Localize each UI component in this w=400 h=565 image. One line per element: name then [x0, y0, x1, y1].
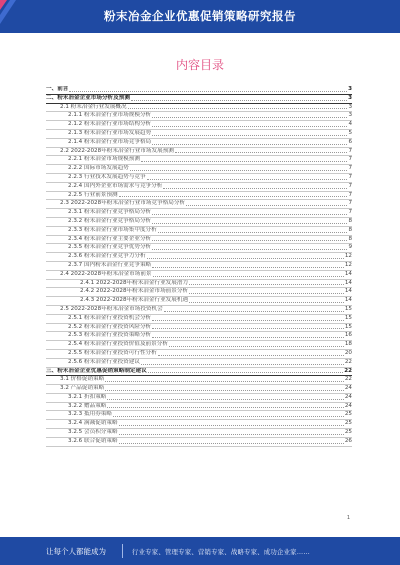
- toc-entry-page: 6: [348, 138, 352, 145]
- toc-entry-page: 7: [348, 165, 352, 172]
- toc-entry-page: 7: [348, 182, 352, 189]
- toc-entry[interactable]: [46, 227, 352, 236]
- toc-entry[interactable]: [46, 174, 352, 183]
- toc-leader-dots: [189, 302, 344, 303]
- toc-entry-title: 2.5.1 粉末冶金行业投资机会分析: [68, 314, 152, 321]
- toc-entry-title: 2.3.1 粉末冶金行业竞争格局分析: [68, 209, 152, 216]
- toc-entry-title: 2.4.2 2022-2028年粉末冶金市场前景分析: [80, 288, 189, 295]
- toc-leader-dots: [147, 179, 348, 180]
- toc-entry-page: 15: [344, 305, 352, 312]
- toc-entry-title: 2.3 2022-2028年粉末冶金行业市场竞争格局分析: [60, 200, 186, 207]
- toc-leader-dots: [152, 320, 344, 321]
- toc-entry[interactable]: [46, 139, 352, 148]
- toc-entry-page: 22: [344, 376, 352, 383]
- toc-entry-title: 2.5 2022-2028年粉末冶金市场投资机会: [60, 305, 163, 312]
- toc-leader-dots: [158, 232, 348, 233]
- toc-entry[interactable]: [46, 368, 352, 377]
- toc-leader-dots: [152, 126, 347, 127]
- toc-entry-title: 2.2.3 行业技术发展趋势与竞争: [68, 173, 146, 180]
- footer-bar: [0, 537, 400, 565]
- toc-leader-dots: [148, 372, 344, 373]
- toc-leader-dots: [152, 135, 347, 136]
- toc-entry-page: 8: [348, 235, 352, 242]
- toc-leader-dots: [186, 205, 347, 206]
- toc-entry[interactable]: [46, 121, 352, 130]
- toc-entry[interactable]: [46, 332, 352, 341]
- toc-entry[interactable]: [46, 376, 352, 385]
- toc-entry-title: 2.2.4 国内外企业市场需求与竞争分析: [68, 182, 163, 189]
- toc-entry[interactable]: [46, 385, 352, 394]
- toc-entry[interactable]: [46, 236, 352, 245]
- toc-entry[interactable]: [46, 420, 352, 429]
- toc-entry-page: 14: [344, 288, 352, 295]
- toc-entry-page: 12: [344, 261, 352, 268]
- toc-entry-title: 2.1.2 粉末冶金行业市场结构分析: [68, 121, 152, 128]
- toc-entry[interactable]: [46, 262, 352, 271]
- toc-entry-page: 25: [344, 411, 352, 418]
- table-of-contents: [46, 86, 352, 447]
- toc-entry-title: 3.2.4 满减促销策略: [68, 420, 118, 427]
- toc-entry-page: 7: [348, 191, 352, 198]
- toc-leader-dots: [141, 161, 347, 162]
- toc-leader-dots: [158, 355, 344, 356]
- toc-entry[interactable]: [46, 104, 352, 113]
- toc-leader-dots: [152, 223, 347, 224]
- toc-leader-dots: [163, 188, 347, 189]
- toc-entry-title: 二、粉末冶金企业市场分析及预测: [46, 94, 130, 101]
- toc-entry-page: 3: [348, 112, 352, 119]
- toc-entry-page: 5: [348, 129, 352, 136]
- toc-entry-title: 3.2.1 折扣策略: [68, 393, 107, 400]
- toc-entry-page: 26: [344, 437, 352, 444]
- toc-entry[interactable]: [46, 306, 352, 315]
- toc-leader-dots: [169, 346, 344, 347]
- toc-entry-page: 12: [344, 253, 352, 260]
- toc-entry[interactable]: [46, 165, 352, 174]
- toc-entry-title: 2.2.1 粉末冶金市场规模预测: [68, 156, 140, 163]
- toc-entry-page: 24: [344, 393, 352, 400]
- toc-entry-page: 3: [348, 94, 352, 101]
- toc-leader-dots: [152, 117, 347, 118]
- toc-entry-title: 一、前言: [46, 86, 69, 92]
- toc-entry[interactable]: [46, 112, 352, 121]
- toc-leader-dots: [130, 170, 348, 171]
- toc-entry-page: 24: [344, 402, 352, 409]
- toc-entry-title: 3.1 价格促销策略: [60, 376, 105, 383]
- toc-entry-title: 三、粉末冶金企业优惠促销策略制定建议: [46, 367, 147, 374]
- toc-entry-title: 3.2.5 会员积分策略: [68, 429, 118, 436]
- toc-entry-title: 3.2.3 抵用券策略: [68, 411, 112, 418]
- toc-entry-title: 2.3.4 粉末冶金行业主要企业分析: [68, 235, 152, 242]
- footer-tagline: 行业专家、管理专家、营销专家、战略专家、成功企业家……: [132, 548, 310, 556]
- toc-entry-title: 2.5.3 粉末冶金行业投资策略分析: [68, 332, 152, 339]
- toc-leader-dots: [189, 293, 344, 294]
- toc-entry-title: 2.3.2 粉末冶金行业竞争格局分析: [68, 217, 152, 224]
- toc-entry-page: 14: [344, 270, 352, 277]
- toc-heading: 内容目录: [175, 58, 224, 72]
- toc-leader-dots: [119, 443, 344, 444]
- toc-entry-page: 15: [344, 314, 352, 321]
- toc-entry[interactable]: [46, 148, 352, 157]
- footer-slogan: 让每个人都能成为: [46, 547, 106, 556]
- toc-leader-dots: [69, 91, 347, 92]
- toc-entry-page: 4: [348, 121, 352, 128]
- toc-leader-dots: [152, 328, 344, 329]
- toc-entry-title: 2.4 2022-2028年粉末冶金市场前景: [60, 270, 152, 277]
- toc-entry-page: 3: [348, 103, 352, 110]
- toc-entry-title: 2.2.5 行业前景预测: [68, 191, 118, 198]
- toc-entry-title: 2.3.7 国内粉末冶金行业竞争策略: [68, 261, 152, 268]
- toc-entry-page: 25: [344, 420, 352, 427]
- toc-entry-title: 2.4.3 2022-2028年粉末冶金行业发展机遇: [80, 297, 189, 304]
- toc-entry[interactable]: [46, 324, 352, 333]
- toc-entry-title: 2.3.3 粉末冶金行业市场集中度分析: [68, 226, 157, 233]
- toc-entry[interactable]: [46, 411, 352, 420]
- report-title: 粉末冶金企业优惠促销策略研究报告: [104, 9, 296, 23]
- toc-leader-dots: [131, 100, 347, 101]
- toc-entry-page: 7: [348, 147, 352, 154]
- toc-leader-dots: [152, 240, 347, 241]
- toc-entry[interactable]: [46, 288, 352, 297]
- toc-entry[interactable]: [46, 156, 352, 165]
- toc-leader-dots: [152, 267, 344, 268]
- toc-entry-page: 7: [348, 200, 352, 207]
- footer-divider: [122, 544, 123, 558]
- toc-entry[interactable]: [46, 253, 352, 262]
- toc-entry-page: 14: [344, 297, 352, 304]
- header-bar: [0, 0, 400, 33]
- toc-leader-dots: [107, 407, 343, 408]
- toc-entry-title: 2.5.6 粉末冶金行业投资建议: [68, 358, 140, 365]
- toc-entry-title: 3.2 产品促销策略: [60, 385, 105, 392]
- toc-entry-title: 2.1.4 粉末冶金行业市场竞争格局: [68, 138, 152, 145]
- toc-entry-page: 15: [344, 323, 352, 330]
- toc-leader-dots: [105, 381, 344, 382]
- toc-leader-dots: [189, 284, 344, 285]
- toc-entry-title: 2.2.2 国际市场发展趋势: [68, 165, 129, 172]
- toc-leader-dots: [119, 196, 348, 197]
- toc-entry[interactable]: [46, 130, 352, 139]
- toc-entry-page: 9: [348, 244, 352, 251]
- toc-entry-page: 24: [344, 385, 352, 392]
- toc-leader-dots: [152, 214, 347, 215]
- toc-entry-page: 22: [344, 358, 352, 365]
- toc-entry[interactable]: [46, 95, 352, 104]
- toc-entry[interactable]: [46, 341, 352, 350]
- toc-leader-dots: [152, 337, 344, 338]
- toc-entry-title: 2.3.6 粉末冶金行业竞争力分析: [68, 253, 146, 260]
- toc-entry[interactable]: [46, 359, 352, 368]
- toc-entry[interactable]: [46, 280, 352, 289]
- toc-entry-page: 8: [348, 217, 352, 224]
- toc-entry-page: 20: [344, 349, 352, 356]
- toc-entry[interactable]: [46, 192, 352, 201]
- toc-entry-title: 2.2 2022-2028年粉末冶金行业市场发展预测: [60, 147, 174, 154]
- toc-entry-title: 2.1.1 粉末冶金行业市场规模分析: [68, 112, 152, 119]
- toc-leader-dots: [119, 425, 344, 426]
- toc-entry[interactable]: [46, 218, 352, 227]
- toc-entry-page: 25: [344, 429, 352, 436]
- toc-entry-page: 16: [344, 332, 352, 339]
- toc-leader-dots: [152, 144, 347, 145]
- toc-entry-title: 2.4.1 2022-2028年粉末冶金行业发展潜力: [80, 279, 189, 286]
- toc-entry-title: 2.5.4 粉末冶金行业投资价值及前景分析: [68, 341, 168, 348]
- toc-leader-dots: [175, 152, 348, 153]
- toc-leader-dots: [147, 258, 344, 259]
- toc-entry[interactable]: [46, 394, 352, 403]
- toc-leader-dots: [164, 311, 344, 312]
- toc-entry-title: 2.5.2 粉末冶金行业投资风险分析: [68, 323, 152, 330]
- toc-entry-title: 3.2.2 赠品策略: [68, 402, 107, 409]
- toc-entry[interactable]: [46, 438, 352, 447]
- toc-leader-dots: [105, 390, 344, 391]
- toc-leader-dots: [152, 249, 347, 250]
- toc-entry-page: 7: [348, 173, 352, 180]
- toc-leader-dots: [107, 399, 343, 400]
- toc-entry-title: 3.2.6 联合促销策略: [68, 437, 118, 444]
- toc-entry[interactable]: [46, 86, 352, 95]
- toc-entry[interactable]: [46, 183, 352, 192]
- toc-entry-page: 22: [344, 367, 352, 374]
- toc-entry-page: 8: [348, 226, 352, 233]
- toc-entry-title: 2.1.3 粉末冶金行业市场发展趋势: [68, 129, 152, 136]
- toc-leader-dots: [113, 416, 344, 417]
- toc-entry[interactable]: [46, 200, 352, 209]
- toc-entry[interactable]: [46, 209, 352, 218]
- toc-entry-page: 14: [344, 279, 352, 286]
- toc-leader-dots: [141, 364, 344, 365]
- toc-entry[interactable]: [46, 315, 352, 324]
- toc-entry-title: 2.5.5 粉末冶金行业投资可行性分析: [68, 349, 157, 356]
- toc-entry-page: 3: [348, 86, 352, 92]
- toc-leader-dots: [153, 276, 344, 277]
- toc-entry[interactable]: [46, 271, 352, 280]
- toc-entry-page: 18: [344, 341, 352, 348]
- toc-entry[interactable]: [46, 244, 352, 253]
- toc-entry-title: 2.3.5 粉末冶金行业竞争优势分析: [68, 244, 152, 251]
- toc-entry[interactable]: [46, 429, 352, 438]
- toc-leader-dots: [119, 434, 344, 435]
- page-number: 1: [346, 515, 350, 521]
- toc-entry[interactable]: [46, 403, 352, 412]
- toc-leader-dots: [128, 108, 348, 109]
- toc-entry[interactable]: [46, 350, 352, 359]
- toc-entry-page: 7: [348, 209, 352, 216]
- toc-entry[interactable]: [46, 297, 352, 306]
- toc-entry-title: 2.1 粉末冶金行业发展概况: [60, 103, 127, 110]
- toc-entry-page: 7: [348, 156, 352, 163]
